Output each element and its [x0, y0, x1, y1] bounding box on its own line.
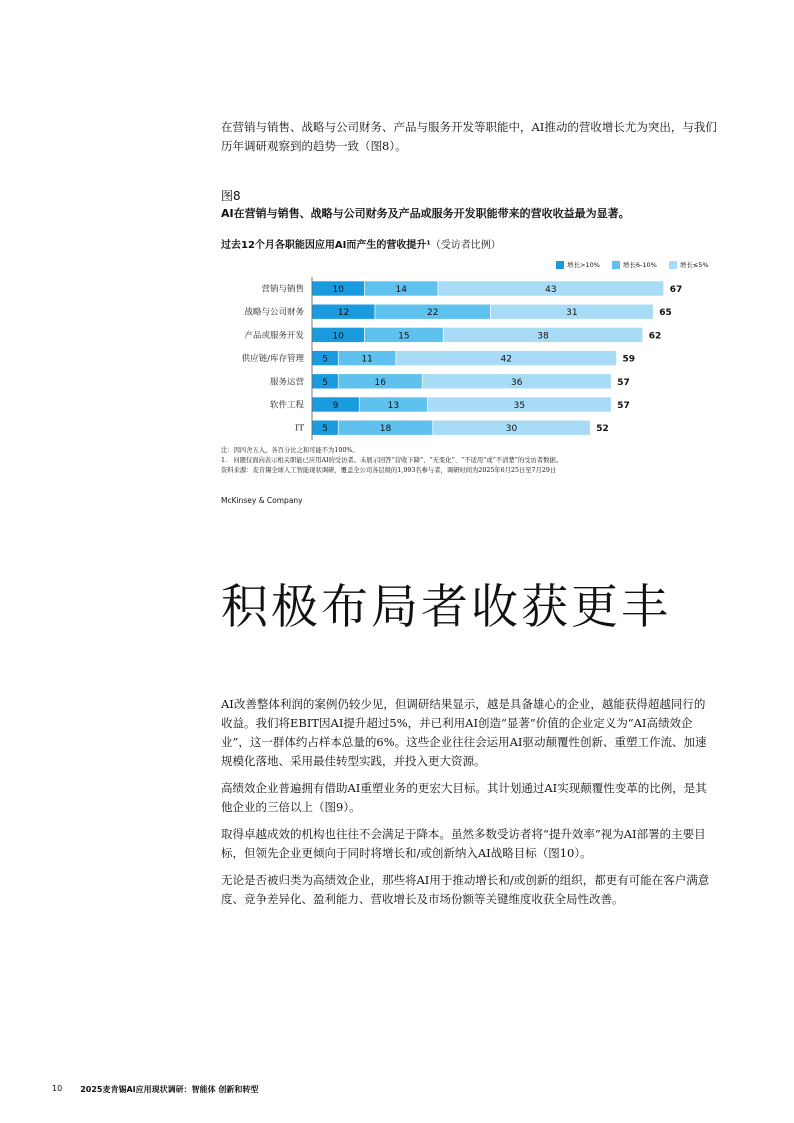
- bar-value-label: 42: [500, 354, 512, 365]
- category-label: 产品或服务开发: [244, 330, 304, 341]
- bar-value-label: 30: [505, 424, 518, 435]
- figure-number: 图8: [221, 189, 241, 203]
- category-label: 服务运营: [269, 377, 304, 388]
- chart-title-main: 过去12个月各职能因应用AI而产生的营收提升¹: [221, 240, 431, 251]
- bar-value-label: 35: [513, 401, 526, 411]
- bar-total-label: 62: [648, 331, 662, 342]
- legend-item: [612, 260, 657, 269]
- stacked-bar-chart: [221, 275, 701, 440]
- bar-value-label: 5: [322, 424, 328, 435]
- body-paragraph-1: AI改善整体利润的案例仍较少见，但调研结果显示，越是具备雄心的企业，越能获得超越同行的收益。我们将EBIT因AI提升超过5%，并已利用AI创造“显著”价值的企业定义为“AI高绩效企业”，这一群体约占样本总量的6%。这些企业往往会运用AI驱动颠覆性创新、重塑工作流、加速规模化落地、采用最佳转型实践，并投入更大资源。: [221, 697, 707, 768]
- bar-total-label: 67: [669, 285, 683, 295]
- chart-title: [221, 236, 501, 251]
- bar-total-label: 65: [659, 308, 672, 319]
- bar-total-label: 59: [622, 354, 636, 365]
- category-label: IT: [294, 423, 304, 434]
- category-label: 战略与公司财务: [244, 307, 304, 318]
- bar-total-label: 57: [617, 401, 630, 411]
- category-label: 供应链/库存管理: [241, 354, 304, 365]
- legend-label: 增长>10%: [567, 261, 600, 269]
- bar-value-label: 31: [566, 308, 578, 319]
- bar-value-label: 43: [545, 285, 557, 295]
- note-footnote-1: 1. 问题仅面向表示相关职能已应用AI的受访者。未展示回答“营收下降”、“无变化”、“不适用”或“不清楚”的受访者数据。: [221, 457, 563, 464]
- body-text: [221, 695, 716, 917]
- bar-value-label: 16: [374, 377, 386, 388]
- legend-item: [556, 260, 600, 269]
- legend-label: 增长6-10%: [622, 261, 657, 269]
- page-footer: [52, 1084, 258, 1095]
- bar-value-label: 13: [387, 401, 400, 411]
- bar-value-label: 10: [332, 331, 344, 342]
- note-source: 资料来源：麦肯锡全球人工智能现状调研，覆盖全公司各层级的1,993名参与者，调研时间为2025年6月25日至7月29日: [221, 467, 557, 474]
- legend-swatch: [612, 261, 620, 269]
- chart-legend: [556, 260, 709, 269]
- legend-swatch: [556, 261, 564, 269]
- bar-value-label: 36: [511, 377, 523, 388]
- bar-value-label: 9: [332, 401, 339, 411]
- figure-title: AI在营销与销售、战略与公司财务及产品或服务开发职能带来的营收收益最为显著。: [221, 207, 630, 220]
- bar-value-label: 18: [379, 424, 392, 435]
- bar-value-label: 5: [322, 354, 328, 365]
- section-headline: 积极布局者收获更丰: [221, 580, 671, 635]
- category-label: 营销与销售: [261, 284, 304, 295]
- legend-label: 增长≤5%: [679, 261, 709, 269]
- bar-value-label: 38: [537, 331, 549, 342]
- bar-value-label: 22: [427, 308, 439, 319]
- body-paragraph-2: 高绩效企业普遍拥有借助AI重塑业务的更宏大目标。其计划通过AI实现颠覆性变革的比例，是其他企业的三倍以上（图9）。: [221, 781, 707, 814]
- bar-total-label: 52: [596, 424, 609, 435]
- bar-value-label: 10: [332, 285, 344, 295]
- body-paragraph-3: 取得卓越成效的机构也往往不会满足于降本。虽然多数受访者将“提升效率”视为AI部署的主要目标，但领先企业更倾向于同时将增长和/或创新纳入AI战略目标（图10）。: [221, 827, 706, 860]
- bar-total-label: 57: [617, 377, 630, 388]
- body-paragraph-4: 无论是否被归类为高绩效企业，那些将AI用于推动增长和/或创新的组织，都更有可能在客户满意度、竞争差异化、盈利能力、营收增长及市场份额等关键维度收获全局性改善。: [221, 873, 710, 906]
- category-label: 软件工程: [269, 400, 304, 411]
- chart-notes: [221, 446, 701, 476]
- intro-paragraph: 在营销与销售、战略与公司财务、产品与服务开发等职能中，AI推动的营收增长尤为突出，与我们历年调研观察到的趋势一致（图8）。: [221, 120, 717, 153]
- page-number: 10: [52, 1084, 63, 1093]
- bar-value-label: 15: [398, 331, 410, 342]
- mckinsey-brand: McKinsey & Company: [221, 496, 303, 505]
- bar-value-label: 5: [322, 377, 328, 388]
- legend-swatch: [669, 261, 677, 269]
- bar-value-label: 12: [337, 308, 350, 319]
- chart-subtitle: （受访者比例）: [430, 240, 501, 251]
- legend-item: [669, 260, 709, 269]
- report-title: 2025麦肯锡AI应用现状调研：智能体 创新和转型: [80, 1085, 259, 1094]
- bar-value-label: 11: [361, 354, 373, 365]
- note-rounding: 注：因四舍五入，各百分比之和可能不为100%。: [221, 447, 359, 454]
- bar-value-label: 14: [395, 285, 407, 295]
